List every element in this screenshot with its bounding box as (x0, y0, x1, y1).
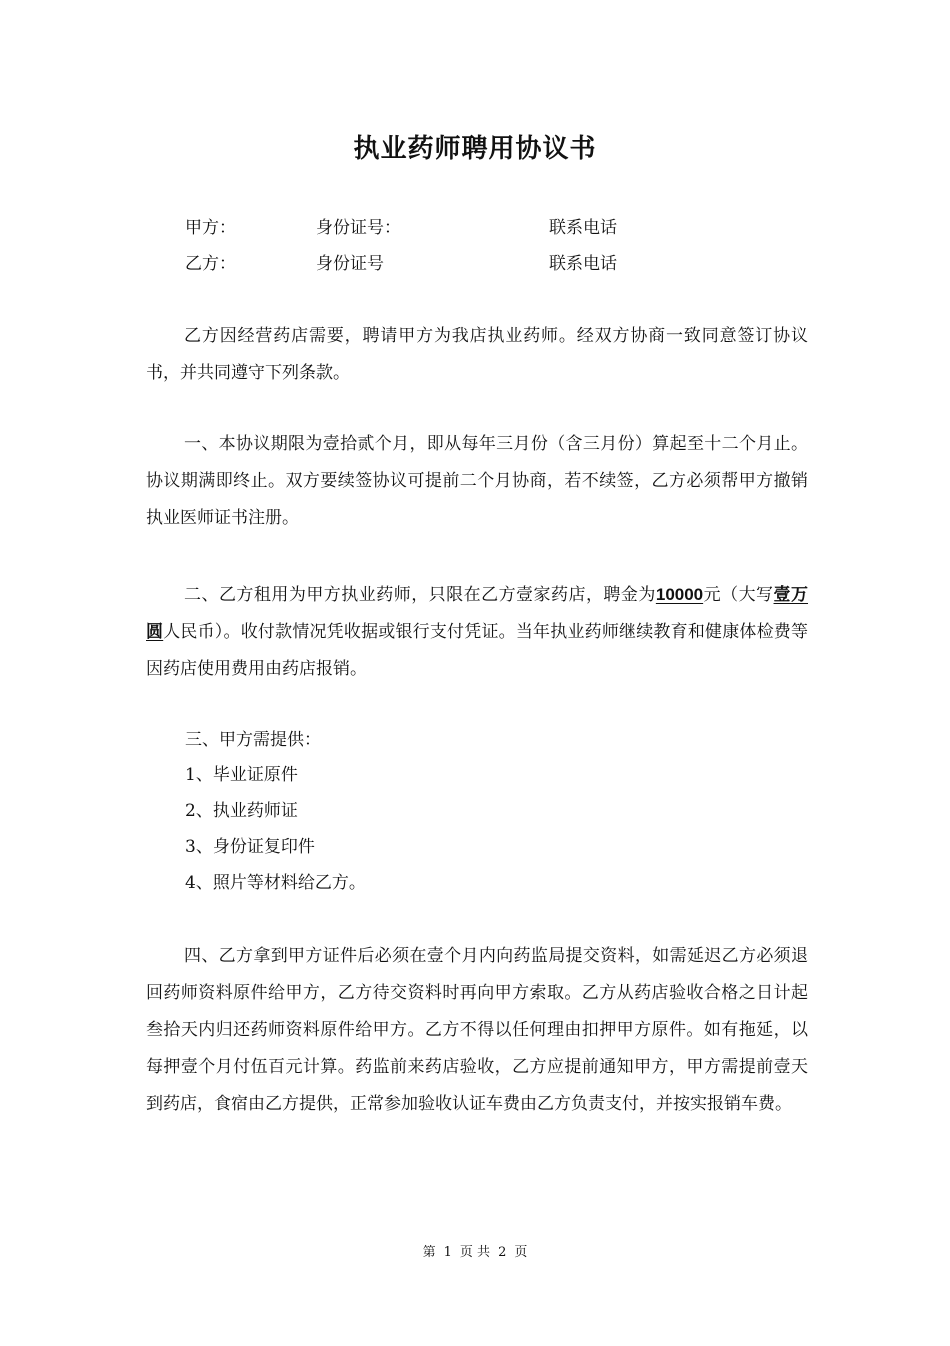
clause-4-paragraph: 四、乙方拿到甲方证件后必须在壹个月内向药监局提交资料，如需延迟乙方必须退回药师资料原件给甲方，乙方待交资料时再向甲方索取。乙方从药店验收合格之日计起叁拾天内归还药师资料原件给甲方。乙方不得以任何理由扣押甲方原件。如有拖延，以每押壹个月付伍百元计算。药监前来药店验收，乙方应提前通知甲方，甲方需提前壹天到药店，食宿由乙方提供，正常参加验收认证车费由乙方负责支付，并按实报销车费。 (146, 946, 808, 1114)
clause-2-text-a: 二、乙方租用为甲方执业药师，只限在乙方壹家药店，聘金为 (184, 585, 656, 605)
party-b-id-label: 身份证号 (316, 254, 384, 274)
list-item: 3、身份证复印件 (185, 837, 315, 857)
list-item: 4、照片等材料给乙方。 (185, 873, 366, 893)
party-b-row (0, 250, 950, 278)
document-title: 执业药师聘用协议书 (353, 134, 597, 164)
clause-2-text-c: 人民币）。收付款情况凭收据或银行支付凭证。当年执业药师继续教育和健康体检费等因药店使用费用由药店报销。 (146, 622, 809, 679)
footer-prefix: 第 (422, 1245, 436, 1260)
clause-2-paragraph (146, 576, 808, 688)
clause-1-paragraph: 一、本协议期限为壹拾贰个月，即从每年三月份（含三月份）算起至十二个月止。协议期满即终止。双方要续签协议可提前二个月协商，若不续签，乙方必须帮甲方撤销执业医师证书注册。 (146, 434, 808, 528)
clause-3-heading: 三、甲方需提供： (185, 730, 321, 750)
party-b-label: 乙方： (185, 254, 236, 274)
salary-amount: 10000 (655, 585, 704, 604)
list-item: 2、执业药师证 (185, 801, 298, 821)
footer-total-pages: 2 (498, 1245, 507, 1260)
party-a-row (0, 214, 950, 242)
footer-middle: 页 共 (459, 1245, 491, 1260)
intro-paragraph: 乙方因经营药店需要，聘请甲方为我店执业药师。经双方协商一致同意签订协议书，并共同遵守下列条款。 (146, 326, 808, 383)
party-a-label: 甲方： (185, 218, 236, 238)
party-b-phone-label: 联系电话 (549, 254, 617, 274)
salary-amount-words: 壹万圆 (146, 585, 809, 642)
party-a-id-label: 身份证号： (316, 218, 401, 238)
party-a-phone-label: 联系电话 (549, 218, 617, 238)
footer-suffix: 页 (514, 1245, 528, 1260)
clause-2-text-b: 元（大写 (703, 585, 774, 605)
page-footer (0, 1243, 950, 1263)
footer-page-number: 1 (443, 1245, 452, 1260)
list-item: 1、毕业证原件 (185, 765, 298, 785)
